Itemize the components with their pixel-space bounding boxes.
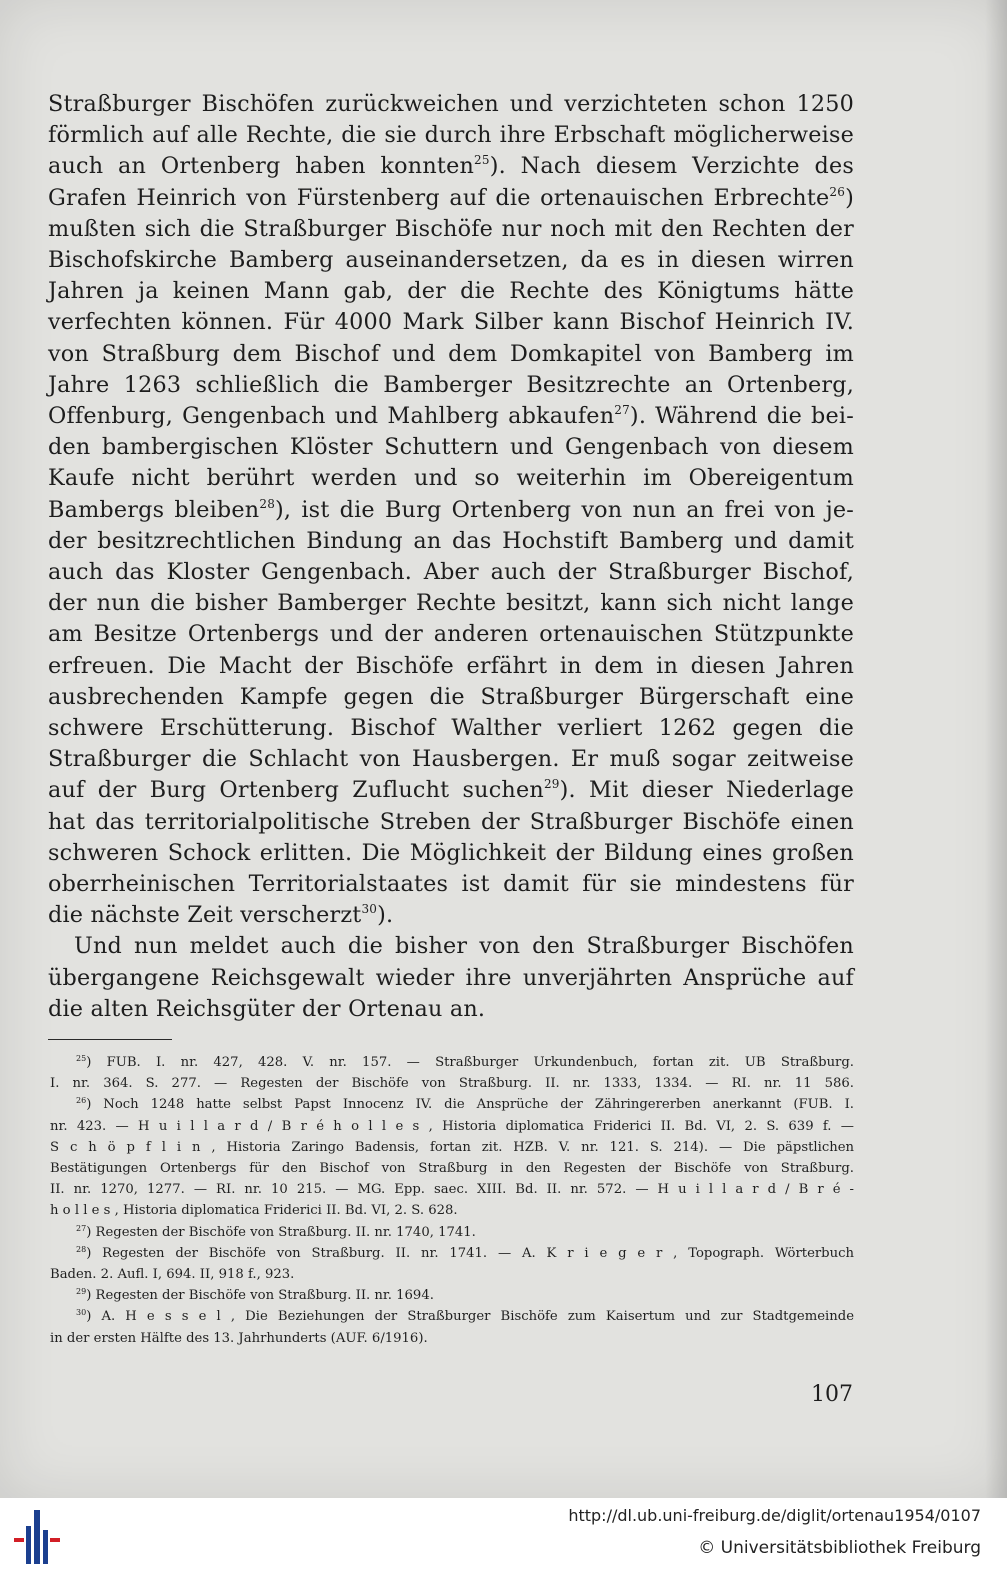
- text-segment: Offenburg, Gengenbach und Mahlberg abkaufen: [48, 403, 615, 430]
- text-line: mußten sich die Straßburger Bischöfe nur noch mit den Rechten der: [48, 215, 854, 242]
- footnotes: [50, 1052, 854, 1349]
- footnote-line: Baden. 2. Aufl. I, 694. II, 918 f., 923.: [50, 1267, 295, 1283]
- text-segment: ), ist die Burg Ortenberg von nun an frei von je-: [275, 496, 854, 523]
- footnote-ref-30: 30: [361, 902, 378, 917]
- footnote-line: [50, 1052, 854, 1073]
- footnote-line: II. nr. 1270, 1277. — RI. nr. 10 215. — MG. Epp. saec. XIII. Bd. II. nr. 572. — H u i l l a r d / B r é -: [50, 1182, 854, 1198]
- copyright-notice: © Universitätsbibliothek Freiburg: [698, 1538, 981, 1558]
- text-line: [48, 401, 854, 432]
- footnote-text: ) Regesten der Bischöfe von Straßburg. II. nr. 1694.: [86, 1288, 434, 1304]
- text-segment: Bambergs bleiben: [48, 496, 260, 523]
- footnote-text: ) Noch 1248 hatte selbst Papst Innocenz IV. die Ansprüche der Zähringererben anerkannt (FUB. I.: [86, 1097, 854, 1113]
- footnote-number: 28: [76, 1244, 87, 1254]
- page-number: 107: [811, 1382, 853, 1407]
- library-logo-graphic: [10, 1506, 66, 1568]
- text-segment: die nächste Zeit verscherzt: [48, 902, 362, 929]
- footnote-number: 29: [76, 1287, 87, 1297]
- text-line: der nun die bisher Bamberger Rechte besitzt, kann sich nicht lange: [48, 590, 854, 617]
- text-line: am Besitze Ortenbergs und der anderen ortenauischen Stützpunkte: [48, 621, 854, 648]
- text-segment: auch an Ortenberg haben konnten: [48, 153, 475, 180]
- permalink-url[interactable]: http://dl.ub.uni-freiburg.de/diglit/ortenau1954/0107: [568, 1506, 981, 1525]
- text-line: ausbrechenden Kampfe gegen die Straßburger Bürgerschaft eine: [48, 683, 854, 710]
- text-line: [48, 183, 854, 214]
- footnote-line: [50, 1094, 854, 1115]
- text-segment: ): [845, 184, 854, 211]
- text-segment: ). Während die bei-: [629, 403, 854, 430]
- text-line: schwere Erschütterung. Bischof Walther verliert 1262 gegen die: [48, 715, 854, 742]
- footnote-number: 26: [76, 1096, 87, 1106]
- footnote-line: I. nr. 364. S. 277. — Regesten der Bischöfe von Straßburg. II. nr. 1333, 1334. — RI. nr. 11 586.: [50, 1076, 854, 1092]
- text-line: Kaufe nicht berührt werden und so weiterhin im Obereigentum: [48, 465, 854, 492]
- footnote-line: S c h ö p f l i n , Historia Zaringo Badensis, fortan zit. HZB. V. nr. 121. S. 214). — Die päpstlichen: [50, 1139, 854, 1155]
- text-line: von Straßburg dem Bischof und dem Domkapitel von Bamberg im: [48, 340, 854, 367]
- text-line: Und nun meldet auch die bisher von den Straßburger Bischöfen: [74, 933, 854, 960]
- footnote-line: [50, 1306, 854, 1327]
- footnote-ref-29: 29: [543, 777, 560, 792]
- text-line: erfreuen. Die Macht der Bischöfe erfährt in dem in diesen Jahren: [48, 652, 854, 679]
- footnote-number: 27: [76, 1223, 87, 1233]
- footnote-ref-27: 27: [614, 403, 630, 418]
- footnote-line: nr. 423. — H u i l l a r d / B r é h o l l e s , Historia diplomatica Friderici II. Bd. VI, 2. S. 639 f. —: [50, 1118, 854, 1134]
- text-line: den bambergischen Klöster Schuttern und Gengenbach von diesem: [48, 434, 854, 461]
- footnote-ref-26: 26: [829, 184, 846, 199]
- text-line: übergangene Reichsgewalt wieder ihre unverjährten Ansprüche auf: [48, 964, 854, 991]
- footnote-text: ) A. H e s s e l , Die Beziehungen der Straßburger Bischöfe zum Kaisertum und zur Stadtgemeinde: [86, 1309, 854, 1325]
- text-line: Bischofskirche Bamberg auseinandersetzen, da es in diesen wirren: [48, 247, 854, 274]
- footnote-number: 30: [76, 1308, 87, 1318]
- text-line: die alten Reichsgüter der Ortenau an.: [48, 995, 486, 1022]
- text-line: Jahre 1263 schließlich die Bamberger Besitzrechte an Ortenberg,: [48, 371, 854, 398]
- library-logo-icon: [10, 1506, 66, 1568]
- text-segment: ).: [377, 902, 394, 929]
- text-line: Straßburger die Schlacht von Hausbergen. Er muß sogar zeitweise: [48, 746, 854, 773]
- text-line: schweren Schock erlitten. Die Möglichkeit der Bildung eines großen: [48, 839, 854, 866]
- text-line: auch das Kloster Gengenbach. Aber auch der Straßburger Bischof,: [48, 559, 854, 586]
- text-line: [48, 900, 854, 931]
- footnote-text: ) Regesten der Bischöfe von Straßburg. II. nr. 1741. — A. K r i e g e r , Topograph. Wörterbuch: [86, 1245, 854, 1261]
- footnote-ref-28: 28: [259, 496, 276, 511]
- footnote-line: [50, 1243, 854, 1264]
- text-line: Straßburger Bischöfen zurückweichen und verzichteten schon 1250: [48, 91, 854, 117]
- body-text: [48, 89, 854, 1025]
- text-line: förmlich auf alle Rechte, die sie durch ihre Erbschaft möglicherweise: [48, 122, 854, 149]
- text-segment: ). Nach diesem Verzichte des: [489, 153, 854, 180]
- footnote-number: 25: [76, 1054, 87, 1063]
- footnote-line: in der ersten Hälfte des 13. Jahrhunderts (AUF. 6/1916).: [50, 1330, 428, 1346]
- viewer-footer: [0, 1498, 1007, 1576]
- footnote-line: [50, 1285, 854, 1306]
- footnote-line: [50, 1222, 854, 1243]
- footnote-text: ) FUB. I. nr. 427, 428. V. nr. 157. — Straßburger Urkundenbuch, fortan zit. UB Straßburg.: [86, 1055, 854, 1070]
- footnote-divider: [48, 1039, 172, 1040]
- text-line: Jahren ja keinen Mann gab, der die Rechte des Königtums hätte: [48, 278, 854, 305]
- footnote-line: h o l l e s , Historia diplomatica Friderici II. Bd. VI, 2. S. 628.: [50, 1203, 458, 1219]
- text-line: [48, 495, 854, 526]
- text-segment: ). Mit dieser Niederlage: [559, 777, 854, 804]
- footnote-ref-25: 25: [474, 153, 490, 168]
- text-line: verfechten können. Für 4000 Mark Silber kann Bischof Heinrich IV.: [48, 309, 854, 336]
- text-segment: auf der Burg Ortenberg Zuflucht suchen: [48, 777, 544, 804]
- text-line: oberrheinischen Territorialstaates ist damit für sie mindestens für: [48, 871, 854, 898]
- text-line: hat das territorialpolitische Streben der Straßburger Bischöfe einen: [48, 808, 854, 835]
- footnote-text: ) Regesten der Bischöfe von Straßburg. II. nr. 1740, 1741.: [86, 1224, 476, 1240]
- text-line: [48, 151, 854, 182]
- text-line: [48, 775, 854, 806]
- text-line: der besitzrechtlichen Bindung an das Hochstift Bamberg und damit: [48, 527, 854, 554]
- footnote-line: Bestätigungen Ortenbergs für den Bischof von Straßburg in den Regesten der Bischöfe von Straßburg.: [50, 1161, 854, 1177]
- text-segment: Grafen Heinrich von Fürstenberg auf die ortenauischen Erbrechte: [48, 184, 830, 211]
